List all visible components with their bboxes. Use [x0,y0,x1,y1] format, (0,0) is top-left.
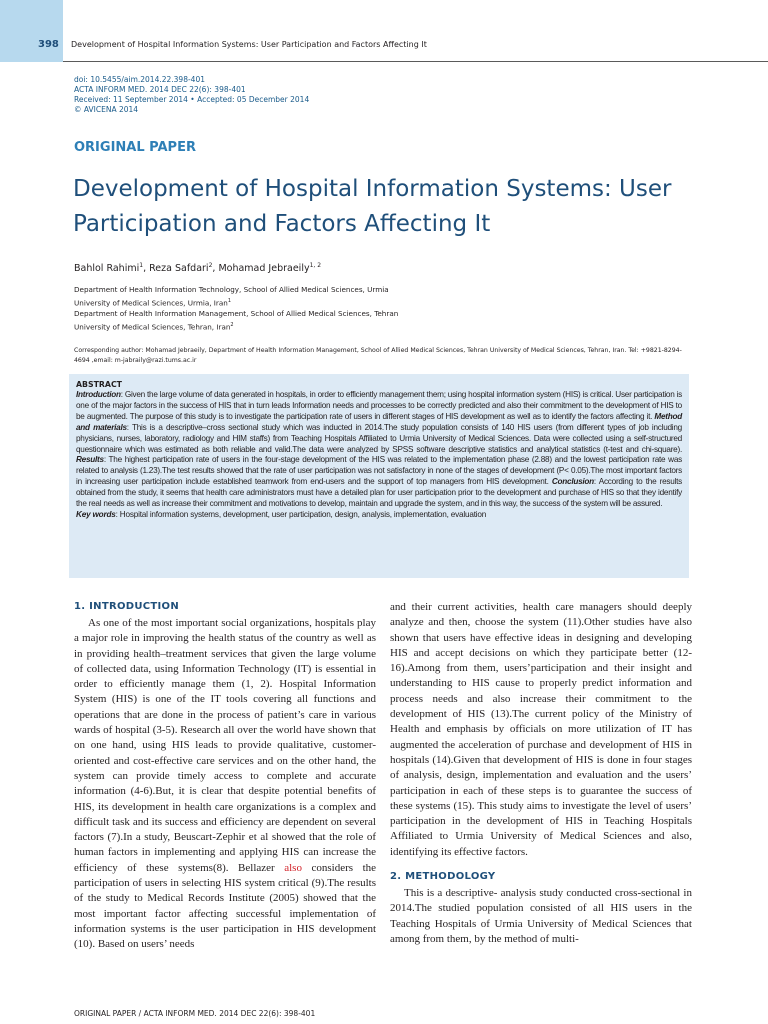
corresponding-author: Corresponding author: Mohamad Jebraeily, Department of Health Information Management, School of Allied Medical Sciences, Tehran University of Medical Sciences, Tehran, Iran. Tel: +9821-8294-4694 ,email: m-jabraily@razi.tums.ac.ir [74,347,682,364]
copyright: © AVICENA 2014 [74,105,139,114]
author-affil-sup: 1, 2 [309,262,322,269]
affiliation-1-text: University of Medical Sciences, Urmia, Iran [74,297,228,307]
title-line-2: Participation and Factors Affecting It [73,211,491,237]
body-column-right [390,600,692,947]
abstract-text [76,390,682,510]
article-title [73,172,723,242]
introduction-text-part-1: As one of the most important social organizations, hospitals play a major role in improving the health status of the country as well as in providing health–treatment services that given the large volume of collected data, using Information Technology (IT) is essential in order to efficiently manage them (1, 2). Hospital Information System (HIS) is one of the IT tools covering all functions and operations that are done in the process of patient’s care in various wards of hospital (3-5). Research all over the world have shown that on one hand, using HIS leads to provide qualitative, customer-oriented and cost-effective care services and on the other hand, the system can provide timely access to complete and accurate information (4-6).But, it is clear that despite potential benefits of HIS, its development in health care organizations is a complex and difficult task and its success and efficiency are dependent on several factors (7).In a study, Beuscart-Zephir et al showed that the role of human factors in implementing and applying HIS can increase the efficiency of these systems(8). Bellazer [74,617,376,874]
page-number-tab [0,0,63,62]
abstract-methods-text: : This is a descriptive–cross sectional study which was inducted in 2014.The study population consists of 140 HIS users (from different types of job including physicians, nurses, laboratory, radiology and HIM staffs) from Teaching Hospitals Affiliated to Urmia University of Medical Sciences. Data were collected using a self-structured questionnaire which was estimated as both reliable and valid.The data were analyzed by SPSS software descriptive statistics and analytical statistics (t-test and chi-square). [76,422,682,454]
abstract-intro-text: : Given the large volume of data generated in hospitals, in order to efficiently management them; using hospital information system (HIS) is critical. User participation is one of the major factors in the success of HIS that in turn leads Information needs and processes to be correctly predicted and also their commitment to the development of HIS to be augmented. The purpose of this study is to investigate the participation rate of users in different stages of HIS development as well as to identify the factors affecting it. [76,390,682,421]
abstract-conclusion-label: Conclusion [551,477,594,487]
abstract-intro-label: Introduction [76,390,121,399]
abstract-conclusion-text: : According to the results obtained from the study, it seems that health care administrators must have a detailed plan for user participation prior to the development and purchase of HIS so that they identify the real needs as well as increase their commitment and motivations to develop, maintain and upgrade the system, and in this way, the success of the system will be assured. [76,477,682,509]
article-meta [74,75,309,115]
header-rule [63,61,768,62]
journal-citation: ACTA INFORM MED. 2014 DEC 22(6): 398-401 [74,85,246,94]
keywords-text: : Hospital information systems, development, user participation, design, analysis, implementation, evaluation [115,509,487,519]
keywords [76,510,682,521]
introduction-heading: 1. INTRODUCTION [74,601,180,612]
affiliation-2-line-2 [74,320,398,333]
affiliation-2-sup: 2 [230,321,234,328]
running-title: Development of Hospital Information Systems: User Participation and Factors Affecting It [71,40,427,49]
author-name: Reza Safdari [149,263,209,275]
abstract-box [69,374,689,578]
introduction-text-part-2: considers the participation of users in selecting HIS system critical (9).The results of the study to Medical Records Institute (2005) showed that the most important factor affecting successful implementation of information systems is the user participation in HIS development (10). Based on users’ needs [74,861,377,951]
author-list [74,262,321,274]
affiliation-2-line-1: Department of Health Information Management, School of Allied Medical Sciences, Tehran [74,309,399,319]
methodology-paragraph: This is a descriptive- analysis study conducted cross-sectional in 2014.The studied population consisted of all HIS users in the Teaching Hospitals of Urmia University of Medical Sciences that among from them, by the method of multi- [390,887,692,945]
author-separator: , [212,263,219,275]
title-line-1: Development of Hospital Information Systems: User [73,176,672,202]
affiliation-1-sup: 1 [227,297,232,304]
highlighted-word: also [284,861,302,874]
affiliation-2-text: University of Medical Sciences, Tehran, Iran [74,322,231,332]
doi: doi: 10.5455/aim.2014.22.398-401 [74,75,205,84]
methodology-heading: 2. METHODOLOGY [390,871,496,883]
author-name: Bahlol Rahimi [74,263,140,275]
page-footer: ORIGINAL PAPER / ACTA INFORM MED. 2014 DEC 22(6): 398-401 [74,1009,316,1018]
introduction-continued: and their current activities, health care managers should deeply analyze and then, choose the system (11).Other studies have also shown that users have effective ideas in designing and developing HIS and accept decisions on which they participate better (12-16).Among from them, users’participation and their insight and understanding to HIS cause to properly predict information and process needs and also increase their commitment to the development of HIS (13).The current policy of the Ministry of Health and emphasis by officials on more utilization of IT has augmented the acceleration of purchase and development of HIS in hospitals (14).Given that development of HIS is done in four stages of analysis, design, implementation and evaluation and the users’ participation in each of these steps is to guarantee the success of these systems (15). This study aims to investigate the level of users’ participation in the development of HIS in Teaching Hospitals Affiliated to Urmia University of Medical Sciences and also, identifying its effective factors. [390,601,692,858]
body-column-left [74,600,376,953]
abstract-results-label: Results [76,455,104,465]
author-separator: , [143,263,150,275]
page-number: 398 [38,39,59,50]
article-dates: Received: 11 September 2014 • Accepted: 05 December 2014 [74,95,310,104]
author-affil-sup: 2 [208,262,213,269]
abstract-results-text: : The highest participation rate of users in the four-stage development of the HIS was related to the implementation phase (2.88) and the lowest participation rate was related to analysis (1.23).The test results showed that the rate of user participation was not satisfactory in none of the stages of development (P< 0.05).The most important factors in increasing user participation include established teamwork from end-users and the support of top managers from HIS development. [76,455,682,487]
introduction-paragraph [74,616,376,953]
abstract-methods-label: Method and materials [76,411,682,432]
article-type: ORIGINAL PAPER [74,140,196,155]
affiliations [74,284,398,333]
affiliation-1-line-1: Department of Health Information Technology, School of Allied Medical Sciences, Urmia [74,285,389,294]
keywords-label: Key words [76,509,116,519]
affiliation-1-line-2 [74,296,398,309]
abstract-heading: ABSTRACT [76,380,122,389]
author-affil-sup: 1 [139,262,144,269]
author-name: Mohamad Jebraeily [218,263,310,275]
